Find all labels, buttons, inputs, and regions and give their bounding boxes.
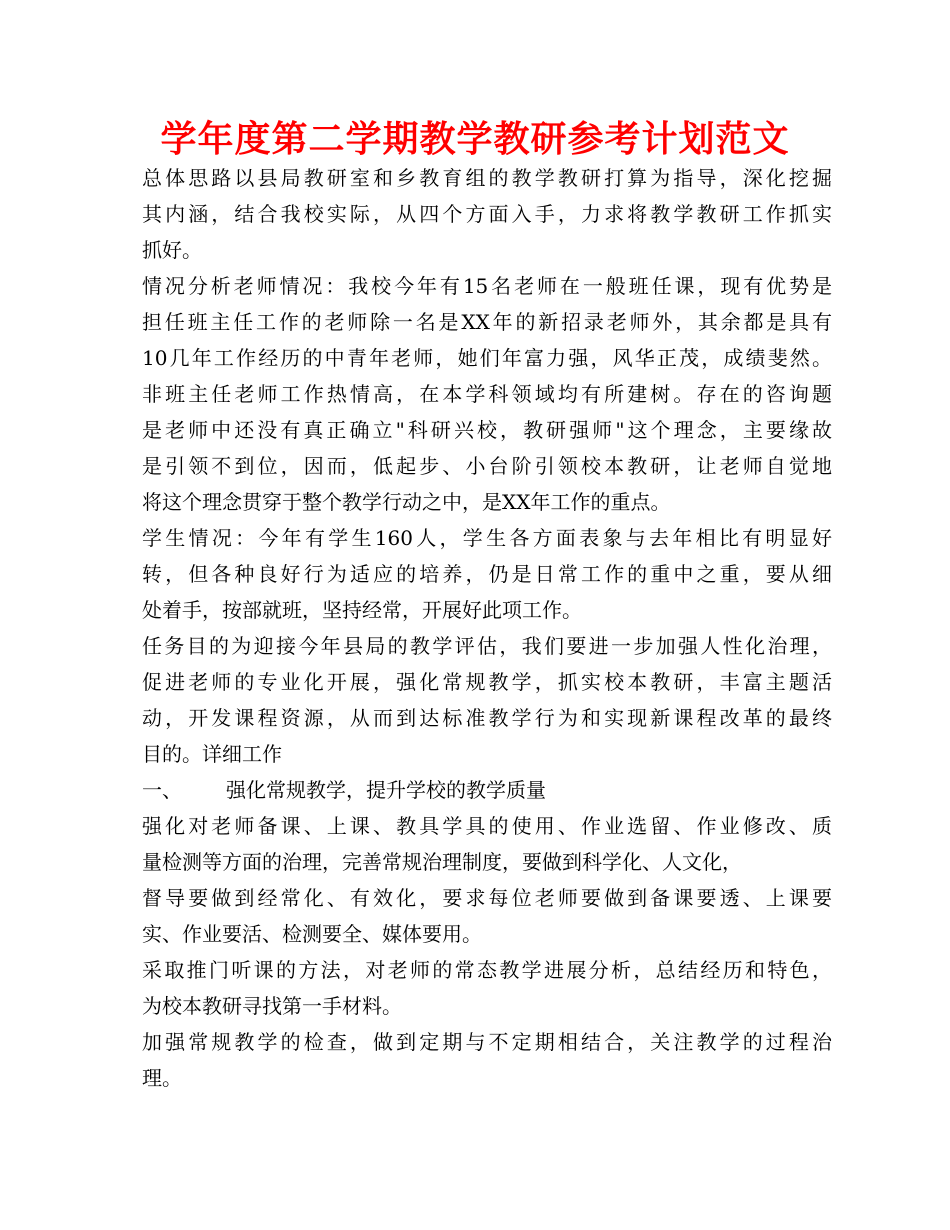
paragraph-line: 是老师中还没有真正确立"科研兴校，教研强师"这个理念，主要缘故 — [142, 418, 832, 442]
paragraph-line: 将这个理念贯穿于整个教学行动之中，是XX年工作的重点。 — [142, 490, 671, 514]
paragraph-line: 非班主任老师工作热情高，在本学科领域均有所建树。存在的咨询题 — [142, 382, 832, 406]
paragraph-line: 学生情况：今年有学生160人，学生各方面表象与去年相比有明显好 — [142, 526, 832, 550]
paragraph-line: 目的。详细工作 — [142, 742, 282, 766]
paragraph-line: 情况分析老师情况：我校今年有15名老师在一般班任课，现有优势是 — [142, 274, 832, 298]
paragraph-line: 理。 — [142, 1066, 182, 1090]
paragraph-line: 加强常规教学的检查，做到定期与不定期相结合，关注教学的过程治 — [142, 1030, 832, 1054]
paragraph-line: 为校本教研寻找第一手材料。 — [142, 994, 402, 1018]
paragraph-line: 促进老师的专业化开展，强化常规教学，抓实校本教研，丰富主题活 — [142, 670, 832, 694]
paragraph-line: 总体思路以县局教研室和乡教育组的教学教研打算为指导，深化挖掘 — [142, 166, 832, 190]
paragraph-line: 10几年工作经历的中青年老师，她们年富力强，风华正茂，成绩斐然。 — [142, 346, 832, 370]
paragraph-line: 担任班主任工作的老师除一名是XX年的新招录老师外，其余都是具有 — [142, 310, 832, 334]
paragraph-line: 采取推门听课的方法，对老师的常态教学进展分析，总结经历和特色， — [142, 958, 832, 982]
paragraph-line: 抓好。 — [142, 238, 202, 262]
section-heading — [142, 772, 832, 808]
paragraph-line: 任务目的为迎接今年县局的教学评估，我们要进一步加强人性化治理， — [142, 634, 832, 658]
paragraph-line: 实、作业要活、检测要全、媒体要用。 — [142, 922, 482, 946]
paragraph-line: 动，开发课程资源，从而到达标准教学行为和实现新课程改革的最终 — [142, 706, 832, 730]
paragraph-line: 转，但各种良好行为适应的培养，仍是日常工作的重中之重，要从细 — [142, 562, 832, 586]
document-title: 学年度第二学期教学教研参考计划范文 — [160, 119, 790, 160]
paragraph-line: 强化对老师备课、上课、教具学具的使用、作业选留、作业修改、质 — [142, 814, 832, 838]
section-heading-number: 一、 — [142, 778, 182, 802]
paragraph-line: 其内涵，结合我校实际，从四个方面入手，力求将教学教研工作抓实 — [142, 202, 832, 226]
paragraph-line: 量检测等方面的治理，完善常规治理制度，要做到科学化、人文化， — [142, 850, 742, 874]
paragraph-line: 处着手，按部就班，坚持经常，开展好此项工作。 — [142, 598, 582, 622]
document-body — [142, 160, 832, 1096]
paragraph-line: 督导要做到经常化、有效化，要求每位老师要做到备课要透、上课要 — [142, 886, 832, 910]
section-heading-text: 强化常规教学，提升学校的教学质量 — [226, 778, 546, 802]
paragraph-line: 是引领不到位，因而，低起步、小台阶引领校本教研，让老师自觉地 — [142, 454, 832, 478]
